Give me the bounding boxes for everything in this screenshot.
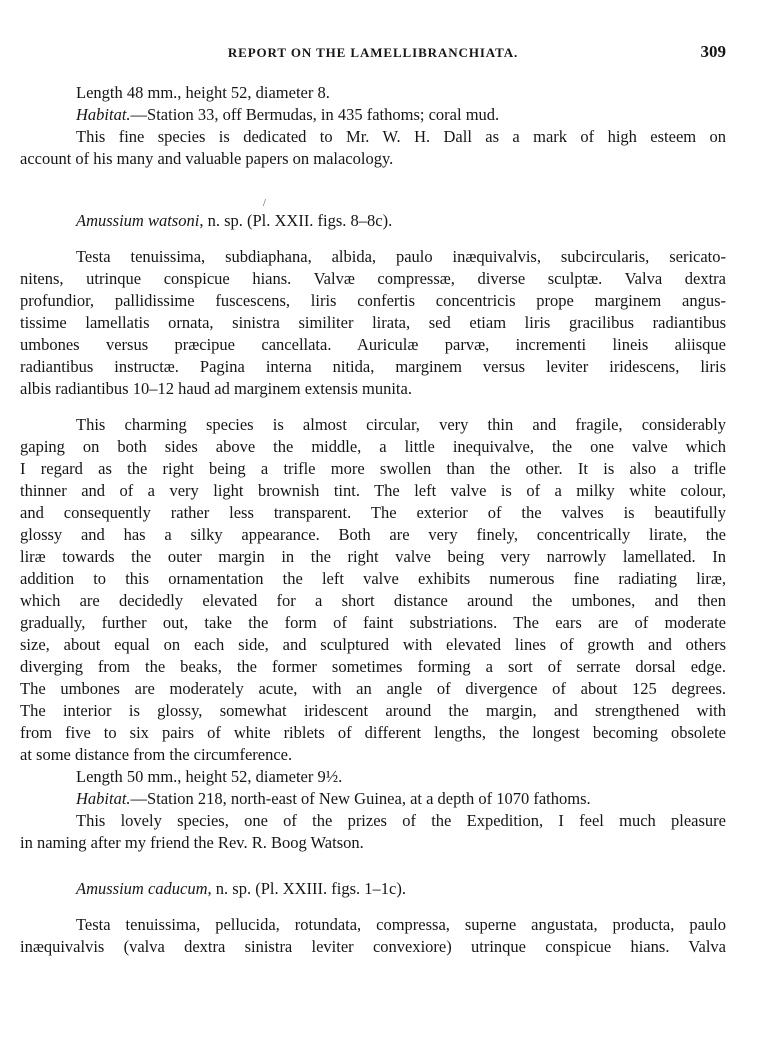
species-ref: , n. sp. (Pl. XXII. figs. 8–8c). (199, 211, 393, 230)
running-head (20, 42, 726, 66)
running-title: REPORT ON THE LAMELLIBRANCHIATA. (227, 45, 519, 60)
species-name: Amussium caducum (76, 879, 208, 898)
dalli-dedication-line: account of his many and valuable papers on malacology. (20, 149, 394, 168)
habitat-text: —Station 218, north-east of New Guinea, at a depth of 1070 fathoms. (130, 789, 591, 808)
latin-line: radiantibus instructæ. Pagina interna nitida, marginem versus leviter iridescens, liris (20, 357, 726, 376)
english-line: gaping on both sides above the middle, a little inequivalve, the one valve which (20, 437, 726, 456)
english-line: which are decidedly elevated for a short distance around the umbones, and then (20, 591, 726, 610)
english-line: addition to this ornamentation the left valve exhibits numerous fine radiating liræ, (20, 569, 726, 588)
english-line: gradually, further out, take the form of faint substriations. The ears are of moderate (20, 613, 726, 632)
english-line: glossy and has a silky appearance. Both are very finely, concentrically lirate, the (20, 525, 726, 544)
watsoni-dedication-line: in naming after my friend the Rev. R. Boog Watson. (20, 833, 364, 852)
english-line: from five to six pairs of white riblets of different lengths, the longest becoming obsolete (20, 723, 726, 742)
latin-diagnosis-caducum (20, 914, 726, 958)
latin-line: tissime lamellatis ornata, sinistra similiter lirata, sed etiam liris gracilibus radiantibus (20, 313, 726, 332)
species-heading-caducum (20, 878, 726, 900)
species-name: Amussium watsoni (76, 211, 200, 230)
latin-line: umbones versus præcipue cancellata. Auriculæ parvæ, incrementi lineis aliisque (20, 335, 726, 354)
dalli-habitat (20, 104, 726, 126)
dalli-dedication-line: This fine species is dedicated to Mr. W. H. Dall as a mark of high esteem on (76, 127, 726, 146)
watsoni-dedication-line: This lovely species, one of the prizes of the Expedition, I feel much pleasure (76, 811, 726, 830)
latin-line: Testa tenuissima, subdiaphana, albida, paulo inæquivalvis, subcircularis, sericato- (76, 247, 726, 266)
english-line: diverging from the beaks, the former sometimes forming a sort of serrate dorsal edge. (20, 657, 726, 676)
english-line: size, about equal on each side, and sculptured with elevated lines of growth and others (20, 635, 726, 654)
habitat-label: Habitat. (76, 105, 131, 124)
english-line: The umbones are moderately acute, with an angle of divergence of about 125 degrees. (20, 679, 726, 698)
latin-line: profundior, pallidissime fuscescens, liris confertis concentricis prope marginem angus- (20, 291, 726, 310)
watsoni-habitat (20, 788, 726, 810)
watsoni-measurements: Length 50 mm., height 52, diameter 9½. (76, 767, 343, 786)
stray-mark: / (263, 198, 266, 209)
species-heading-watsoni (20, 210, 726, 232)
latin-line: Testa tenuissima, pellucida, rotundata, compressa, superne angustata, producta, paulo (76, 915, 726, 934)
habitat-text: —Station 33, off Bermudas, in 435 fathoms; coral mud. (130, 105, 500, 124)
species-ref: , n. sp. (Pl. XXIII. figs. 1–1c). (207, 879, 406, 898)
english-line: This charming species is almost circular, very thin and fragile, considerably (76, 415, 726, 434)
english-line: The interior is glossy, somewhat iridescent around the margin, and strengthened with (20, 701, 726, 720)
dalli-measurements: Length 48 mm., height 52, diameter 8. (76, 83, 330, 102)
english-line: and consequently rather less transparent. The exterior of the valves is beautifully (20, 503, 726, 522)
habitat-label: Habitat. (76, 789, 131, 808)
latin-line: albis radiantibus 10–12 haud ad marginem extensis munita. (20, 379, 412, 398)
page-number: 309 (700, 42, 726, 61)
english-description-watsoni (20, 414, 726, 766)
english-line: thinner and of a very light brownish tint. The left valve is of a milky white colour, (20, 481, 726, 500)
body-text (20, 82, 726, 958)
english-line: liræ towards the outer margin in the right valve being very narrowly lamellated. In (20, 547, 726, 566)
english-line: at some distance from the circumference. (20, 745, 293, 764)
english-line: I regard as the right being a trifle more swollen than the other. It is also a trifle (20, 459, 726, 478)
latin-line: nitens, utrinque conspicue hians. Valvæ compressæ, diverse sculptæ. Valva dextra (20, 269, 726, 288)
latin-diagnosis-watsoni (20, 246, 726, 400)
latin-line: inæquivalvis (valva dextra sinistra leviter convexiore) utrinque conspicue hians. Valva (20, 937, 726, 956)
